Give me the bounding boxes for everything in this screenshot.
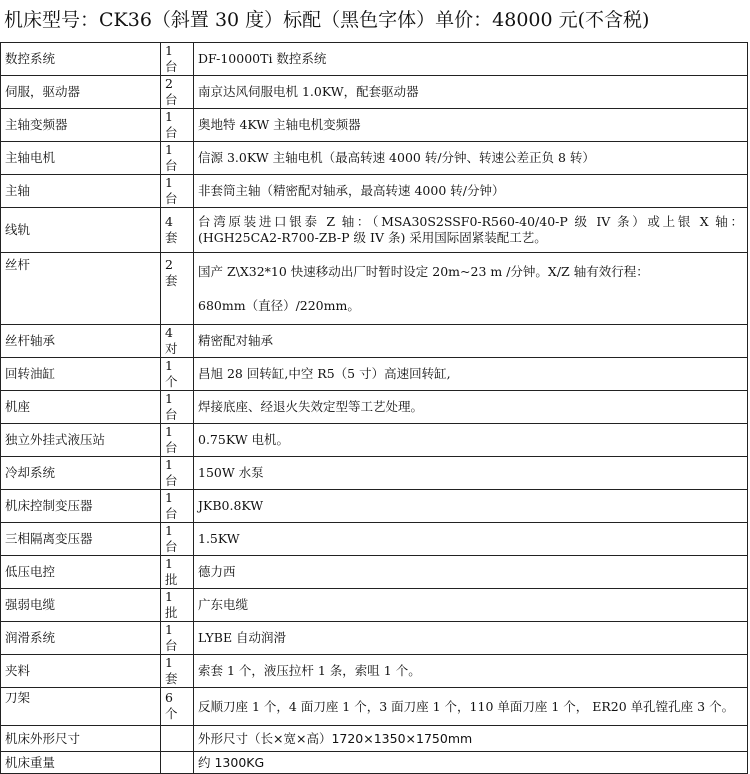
table-row (1, 556, 748, 589)
item-qty (161, 726, 194, 752)
item-qty: 1 台 (161, 175, 194, 208)
item-name: 主轴 (1, 175, 161, 208)
item-qty: 1 个 (161, 358, 194, 391)
item-desc: DF-10000Ti 数控系统 (194, 43, 748, 76)
item-desc: 信源 3.0KW 主轴电机（最高转速 4000 转/分钟、转速公差正负 8 转） (194, 142, 748, 175)
item-desc-continued: 680mm（直径）/220mm。 (198, 297, 360, 313)
item-desc: 反顺刀座 1 个，4 面刀座 1 个，3 面刀座 1 个，110 单面刀座 1 个， ER20 单孔镗孔座 3 个。 (194, 688, 748, 726)
item-desc: 南京达风伺服电机 1.0KW，配套驱动器 (194, 76, 748, 109)
item-qty: 1 台 (161, 622, 194, 655)
item-name: 数控系统 (1, 43, 161, 76)
item-name: 低压电控 (1, 556, 161, 589)
table-row (1, 752, 748, 774)
item-name: 线轨 (1, 208, 161, 253)
item-qty: 1 台 (161, 424, 194, 457)
item-name: 伺服，驱动器 (1, 76, 161, 109)
table-row (1, 490, 748, 523)
spec-table (0, 42, 748, 774)
item-qty (161, 752, 194, 774)
item-desc-cell (194, 253, 748, 325)
item-name: 三相隔离变压器 (1, 523, 161, 556)
item-desc: 150W 水泵 (194, 457, 748, 490)
table-row (1, 523, 748, 556)
item-name: 机床控制变压器 (1, 490, 161, 523)
item-qty: 1 批 (161, 589, 194, 622)
item-desc: 国产 Z\X32*10 快速移动出厂时暂时设定 20m~23 m /分钟。X/Z 轴有效行程： (198, 263, 649, 279)
item-qty: 1 台 (161, 457, 194, 490)
item-qty: 1 台 (161, 490, 194, 523)
table-row (1, 688, 748, 726)
table-row (1, 726, 748, 752)
item-qty: 1 台 (161, 43, 194, 76)
table-row (1, 43, 748, 76)
item-name: 回转油缸 (1, 358, 161, 391)
table-row (1, 622, 748, 655)
item-desc: 昌旭 28 回转缸,中空 R5（5 寸）高速回转缸, (194, 358, 748, 391)
item-name: 润滑系统 (1, 622, 161, 655)
item-desc: 非套筒主轴（精密配对轴承，最高转速 4000 转/分钟） (194, 175, 748, 208)
item-name: 冷却系统 (1, 457, 161, 490)
table-row (1, 655, 748, 688)
table-row (1, 142, 748, 175)
item-name: 机座 (1, 391, 161, 424)
item-name: 丝杆轴承 (1, 325, 161, 358)
item-name: 主轴变频器 (1, 109, 161, 142)
item-qty: 6 个 (161, 688, 194, 726)
item-desc: 奥地特 4KW 主轴电机变频器 (194, 109, 748, 142)
item-desc: 0.75KW 电机。 (194, 424, 748, 457)
item-desc: 1.5KW (194, 523, 748, 556)
item-desc: JKB0.8KW (194, 490, 748, 523)
item-name: 丝杆 (1, 253, 161, 325)
item-qty: 2 套 (161, 253, 194, 325)
item-qty: 1 台 (161, 523, 194, 556)
item-desc: 广东电缆 (194, 589, 748, 622)
item-name: 机床外形尺寸 (1, 726, 161, 752)
item-qty: 1 套 (161, 655, 194, 688)
table-row (1, 109, 748, 142)
item-desc: 约 1300KG (194, 752, 748, 774)
item-desc: 焊接底座、经退火失效定型等工艺处理。 (194, 391, 748, 424)
page-title: 机床型号：CK36（斜置 30 度）标配（黑色字体）单价：48000 元(不含税) (4, 9, 650, 31)
item-name: 强弱电缆 (1, 589, 161, 622)
table-row (1, 358, 748, 391)
item-desc: 德力西 (194, 556, 748, 589)
item-qty: 1 台 (161, 142, 194, 175)
item-name: 夹料 (1, 655, 161, 688)
item-name: 主轴电机 (1, 142, 161, 175)
item-desc: 台湾原装进口银泰 Z 轴：（MSA30S2SSF0-R560-40/40-P 级 IV 条）或上银 X 轴：(HGH25CA2-R700-ZB-P 级 IV 条) 采用国际固紧装配工艺。 (194, 208, 748, 253)
table-row (1, 76, 748, 109)
item-desc: 外形尺寸（长×宽×高）1720×1350×1750mm (194, 726, 748, 752)
table-row (1, 253, 748, 325)
table-row (1, 424, 748, 457)
table-row (1, 457, 748, 490)
item-qty: 1 台 (161, 391, 194, 424)
item-qty: 1 台 (161, 109, 194, 142)
table-row (1, 391, 748, 424)
item-name: 机床重量 (1, 752, 161, 774)
item-name: 独立外挂式液压站 (1, 424, 161, 457)
item-qty: 4 对 (161, 325, 194, 358)
item-desc: 精密配对轴承 (194, 325, 748, 358)
table-row (1, 325, 748, 358)
table-row (1, 175, 748, 208)
item-qty: 4 套 (161, 208, 194, 253)
item-qty: 1 批 (161, 556, 194, 589)
item-name: 刀架 (1, 688, 161, 726)
item-desc: 索套 1 个，液压拉杆 1 条，索咀 1 个。 (194, 655, 748, 688)
item-qty: 2 台 (161, 76, 194, 109)
table-row (1, 208, 748, 253)
item-desc: LYBE 自动润滑 (194, 622, 748, 655)
